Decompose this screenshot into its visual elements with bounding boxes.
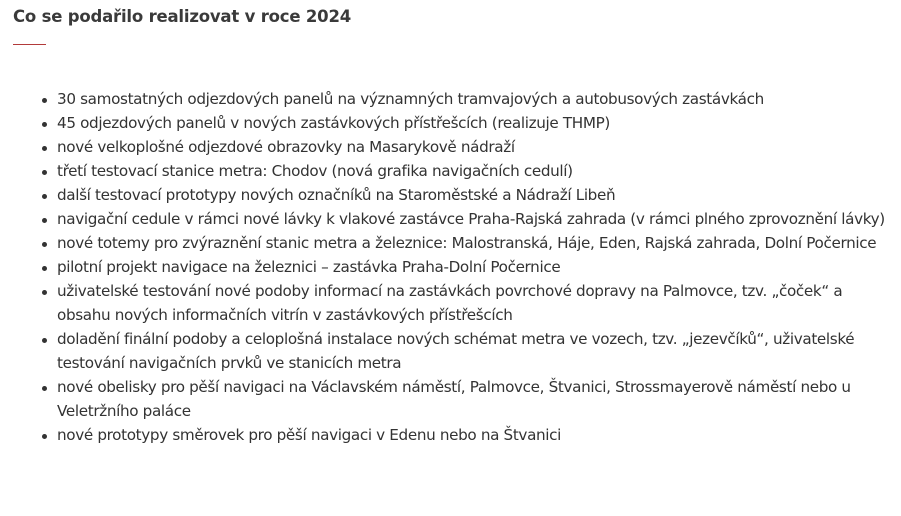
list-item: nové obelisky pro pěší navigaci na Václavském náměstí, Palmovce, Štvanici, Strossmayerově náměstí nebo u Veletržního paláce <box>40 375 888 423</box>
title-underline <box>13 44 46 45</box>
list-item: uživatelské testování nové podoby informací na zastávkách povrchové dopravy na Palmovce, tzv. „čoček“ a obsahu nových informačních vitrín v zastávkových přístřešcích <box>40 279 888 327</box>
list-item: 45 odjezdových panelů v nových zastávkových přístřešcích (realizuje THMP) <box>40 111 888 135</box>
list-item: třetí testovací stanice metra: Chodov (nová grafika navigačních cedulí) <box>40 159 888 183</box>
list-item: nové prototypy směrovek pro pěší navigaci v Edenu nebo na Štvanici <box>40 423 888 447</box>
list-item: 30 samostatných odjezdových panelů na významných tramvajových a autobusových zastávkách <box>40 87 888 111</box>
list-item: další testovací prototypy nových označníků na Staroměstské a Nádraží Libeň <box>40 183 888 207</box>
section-title: Co se podařilo realizovat v roce 2024 <box>13 7 352 26</box>
list-item: pilotní projekt navigace na železnici – zastávka Praha-Dolní Počernice <box>40 255 888 279</box>
list-item: doladění finální podoby a celoplošná instalace nových schémat metra ve vozech, tzv. „jezevčíků“, uživatelské testování navigačních prvků ve stanicích metra <box>40 327 888 375</box>
list-item: navigační cedule v rámci nové lávky k vlakové zastávce Praha-Rajská zahrada (v rámci plného zprovoznění lávky) <box>40 207 888 231</box>
list-item: nové totemy pro zvýraznění stanic metra a železnice: Malostranská, Háje, Eden, Rajská zahrada, Dolní Počernice <box>40 231 888 255</box>
list-item: nové velkoplošné odjezdové obrazovky na Masarykově nádraží <box>40 135 888 159</box>
achievements-list <box>40 87 888 447</box>
